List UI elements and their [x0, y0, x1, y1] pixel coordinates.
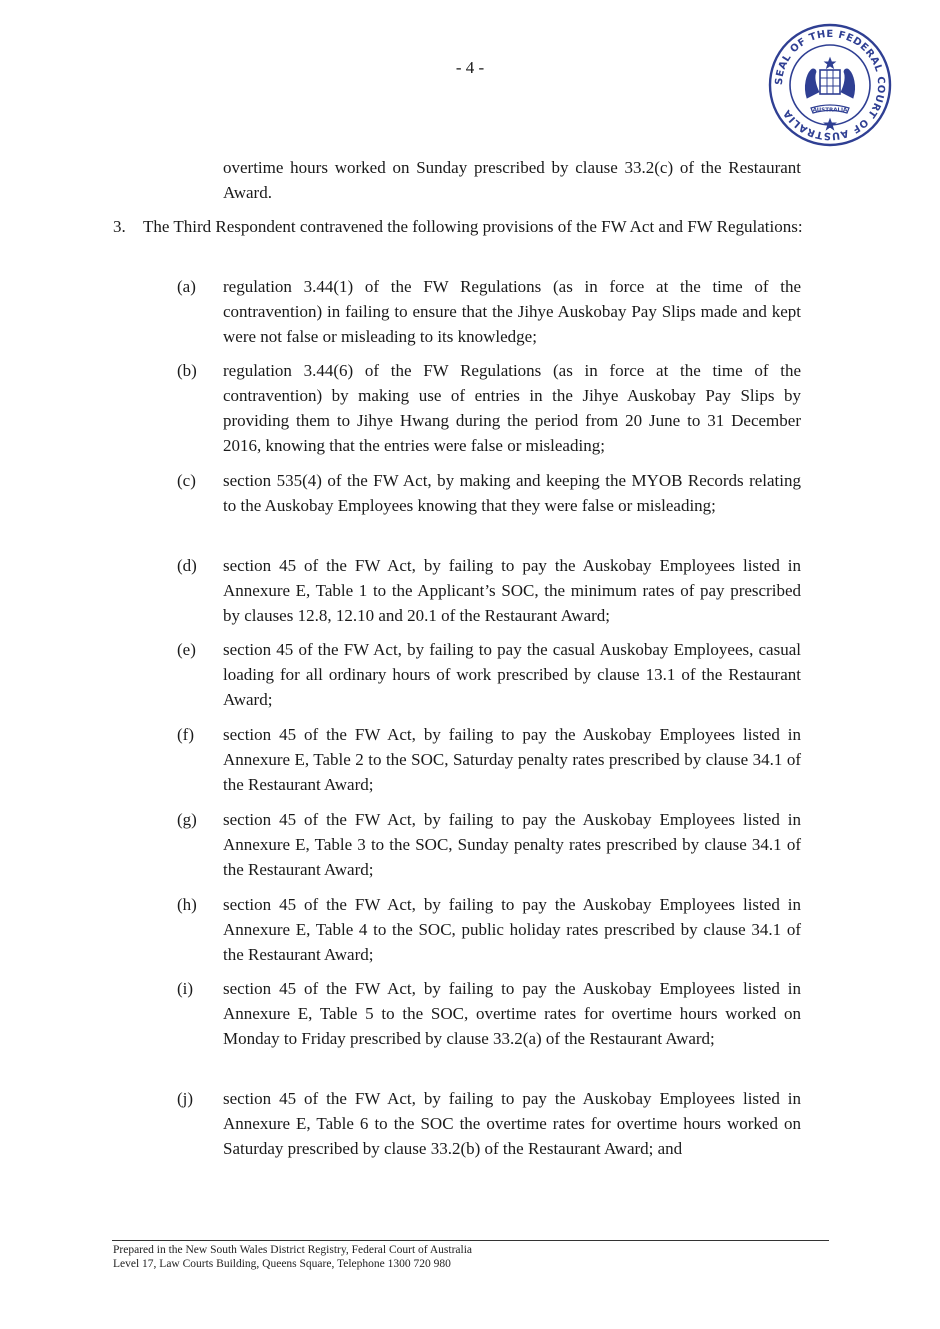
- item-label: (j): [177, 1089, 194, 1108]
- page-footer: [113, 1243, 472, 1271]
- list-item: [177, 976, 801, 1051]
- item-label: (i): [177, 979, 194, 998]
- federal-court-seal: [767, 22, 893, 148]
- item-text: section 45 of the FW Act, by failing to pay the Auskobay Employees listed in Annexure E, Table 2 to the SOC, Saturday penalty rates prescribed by clause 34.1 of the Restaurant Award;: [223, 725, 801, 794]
- item-label: (g): [177, 810, 197, 829]
- item-text: section 45 of the FW Act, by failing to pay the Auskobay Employees listed in Annexure E, Table 6 to the SOC the overtime rates for overtime hours worked on Saturday prescribed by clause 33.2(b) of the Restaurant Award; and: [223, 1089, 801, 1158]
- item-label: (h): [177, 895, 197, 914]
- paragraph-number: 3.: [113, 217, 126, 236]
- continuation-paragraph: overtime hours worked on Sunday prescribed by clause 33.2(c) of the Restaurant Award.: [223, 158, 801, 202]
- list-item: [177, 274, 801, 349]
- item-label: (f): [177, 725, 194, 744]
- list-item: [177, 468, 801, 518]
- svg-text:AUSTRALIA: AUSTRALIA: [812, 107, 848, 114]
- item-text: section 535(4) of the FW Act, by making and keeping the MYOB Records relating to the Auskobay Employees knowing that they were false or misleading;: [223, 471, 801, 515]
- list-item: [177, 807, 801, 882]
- list-item: [177, 722, 801, 797]
- list-item: [177, 1086, 801, 1161]
- item-label: (e): [177, 640, 196, 659]
- page-number: - 4 -: [455, 58, 485, 77]
- item-text: section 45 of the FW Act, by failing to pay the Auskobay Employees listed in Annexure E, Table 1 to the Applicant’s SOC, the minimum rates of pay prescribed by clauses 12.8, 12.10 and 20.1 of the Restaurant Award;: [223, 556, 801, 625]
- item-label: (a): [177, 277, 196, 296]
- footer-divider: [112, 1240, 829, 1241]
- item-text: section 45 of the FW Act, by failing to pay the Auskobay Employees listed in Annexure E, Table 3 to the SOC, Sunday penalty rates prescribed by clause 34.1 of the Restaurant Award;: [223, 810, 801, 879]
- item-text: section 45 of the FW Act, by failing to pay the Auskobay Employees listed in Annexure E, Table 4 to the SOC, public holiday rates prescribed by clause 34.1 of the Restaurant Award;: [223, 895, 801, 964]
- item-text: regulation 3.44(1) of the FW Regulations (as in force at the time of the contravention) in failing to ensure that the Jihye Auskobay Pay Slips made and kept were not false or misleading to its knowledge;: [223, 277, 801, 346]
- item-label: (b): [177, 361, 197, 380]
- svg-text:SEAL OF THE FEDERAL COURT OF A: SEAL OF THE FEDERAL COURT OF AUSTRALIA: [773, 28, 887, 142]
- item-text: regulation 3.44(6) of the FW Regulations (as in force at the time of the contravention) by making use of entries in the Jihye Auskobay Pay Slips by providing them to Jihye Hwang during the period from 20 June to 31 December 2016, knowing that the entries were false or misleading;: [223, 361, 801, 455]
- footer-line-registry: Prepared in the New South Wales District Registry, Federal Court of Australia: [113, 1244, 473, 1256]
- paragraph-text: The Third Respondent contravened the following provisions of the FW Act and FW Regulations:: [143, 217, 803, 236]
- item-text: section 45 of the FW Act, by failing to pay the Auskobay Employees listed in Annexure E, Table 5 to the SOC, overtime rates for overtime hours worked on Monday to Friday prescribed by clause 33.2(a) of the Restaurant Award;: [223, 979, 801, 1048]
- item-text: section 45 of the FW Act, by failing to pay the casual Auskobay Employees, casual loading for all ordinary hours of work prescribed by clause 13.1 of the Restaurant Award;: [223, 640, 801, 709]
- item-label: (d): [177, 556, 197, 575]
- footer-line-address: Level 17, Law Courts Building, Queens Square, Telephone 1300 720 980: [113, 1258, 451, 1270]
- list-item: [177, 637, 801, 712]
- item-label: (c): [177, 471, 196, 490]
- list-item: [177, 358, 801, 458]
- list-item: [177, 553, 801, 628]
- paragraph-3: [113, 214, 828, 239]
- list-item: [177, 892, 801, 967]
